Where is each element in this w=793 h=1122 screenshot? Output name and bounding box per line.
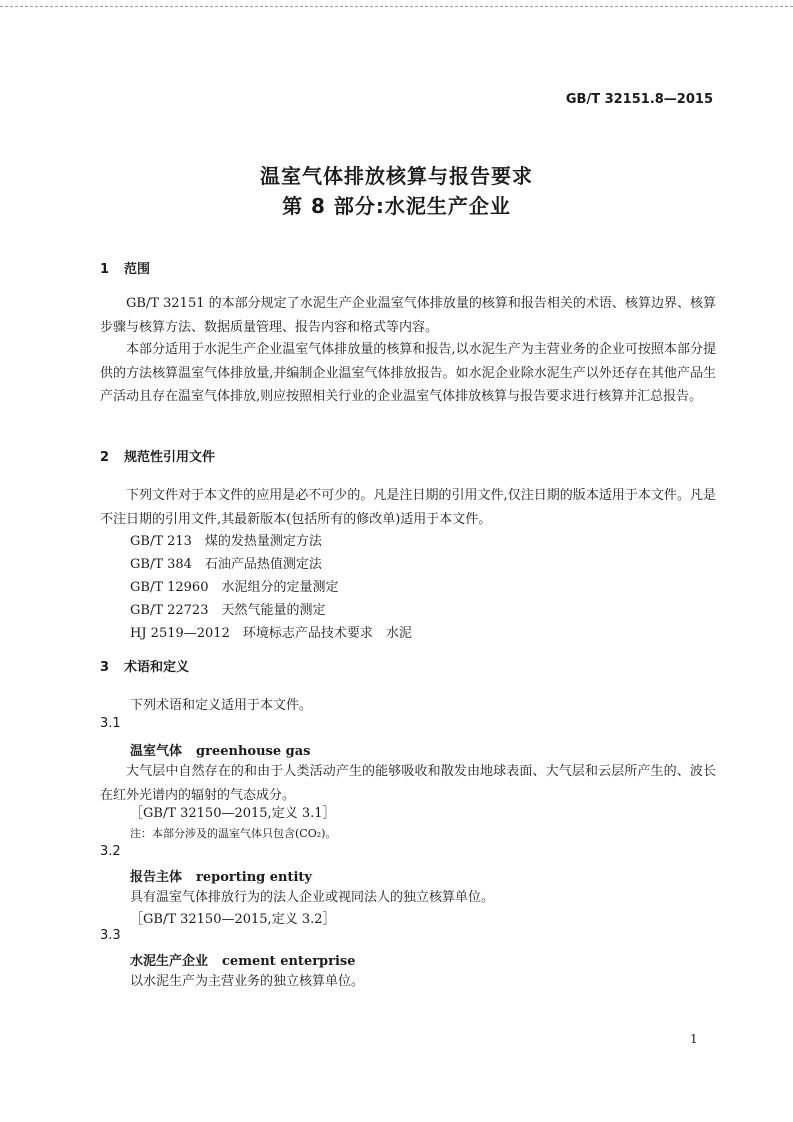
term-definition: 大气层中自然存在的和由于人类活动产生的能够吸收和散发由地球表面、大气层和云层所产生的、波长在红外光谱内的辐射的气态成分。 <box>100 764 716 803</box>
section-1-paragraph-2: 本部分适用于水泥生产企业温室气体排放量的核算和报告,以水泥生产为主营业务的企业可按照本部分提供的方法核算温室气体排放量,并编制企业温室气体排放报告。如水泥企业除水泥生产以外还存在其他产品生产活动且存在温室气体排放,则应按照相关行业的企业温室气体排放核算与报告要求进行核算并汇总报告。 <box>100 342 716 404</box>
term-heading <box>130 866 312 885</box>
term-definition: 具有温室气体排放行为的法人企业或视同法人的独立核算单位。 <box>130 890 495 905</box>
term-heading <box>130 740 310 759</box>
document-title-line1: 温室气体排放核算与报告要求 <box>260 164 533 188</box>
section-2-paragraph-1: 下列文件对于本文件的应用是必不可少的。凡是注日期的引用文件,仅注日期的版本适用于本文件。凡是不注日期的引用文件,其最新版本(包括所有的修改单)适用于本文件。 <box>100 488 716 527</box>
section-1-heading <box>100 258 150 277</box>
reference-item: GB/T 22723 天然气能量的测定 <box>130 603 326 618</box>
section-3-heading <box>100 656 189 675</box>
section-1-paragraph-1: GB/T 32151 的本部分规定了水泥生产企业温室气体排放量的核算和报告相关的术语、核算边界、核算步骤与核算方法、数据质量管理、报告内容和格式等内容。 <box>100 296 716 335</box>
document-title-line2: 第 8 部分:水泥生产企业 <box>282 194 511 218</box>
reference-item: GB/T 12960 水泥组分的定量测定 <box>130 580 339 595</box>
term-heading <box>130 950 356 969</box>
term-source: ［GB/T 32150—2015,定义 3.2］ <box>130 912 336 927</box>
term-english: greenhouse gas <box>196 744 311 759</box>
reference-item: HJ 2519—2012 环境标志产品技术要求 水泥 <box>130 626 412 641</box>
section-number: 2 <box>100 450 110 465</box>
section-number: 1 <box>100 262 110 277</box>
clause-number: 3.1 <box>100 716 121 731</box>
standard-number: GB/T 32151.8—2015 <box>565 92 713 107</box>
clause-number: 3.2 <box>100 844 121 859</box>
section-title: 术语和定义 <box>124 660 190 675</box>
section-2-heading <box>100 446 215 465</box>
section-3-intro: 下列术语和定义适用于本文件。 <box>130 698 313 713</box>
term-chinese: 报告主体 <box>130 870 183 885</box>
header-dashed-line <box>0 6 793 8</box>
term-definition: 以水泥生产为主营业务的独立核算单位。 <box>130 974 365 989</box>
term-source: ［GB/T 32150—2015,定义 3.1］ <box>130 806 336 821</box>
term-english: reporting entity <box>196 870 312 885</box>
term-chinese: 温室气体 <box>130 744 183 759</box>
term-chinese: 水泥生产企业 <box>130 954 209 969</box>
term-note: 注：本部分涉及的温室气体只包含(CO₂)。 <box>130 827 337 840</box>
page-number: 1 <box>690 1032 698 1046</box>
section-title: 规范性引用文件 <box>124 450 216 465</box>
term-english: cement enterprise <box>222 954 356 969</box>
reference-item: GB/T 213 煤的发热量测定方法 <box>130 534 322 549</box>
reference-item: GB/T 384 石油产品热值测定法 <box>130 557 322 572</box>
section-title: 范围 <box>124 262 151 277</box>
section-number: 3 <box>100 660 110 675</box>
clause-number: 3.3 <box>100 928 121 943</box>
